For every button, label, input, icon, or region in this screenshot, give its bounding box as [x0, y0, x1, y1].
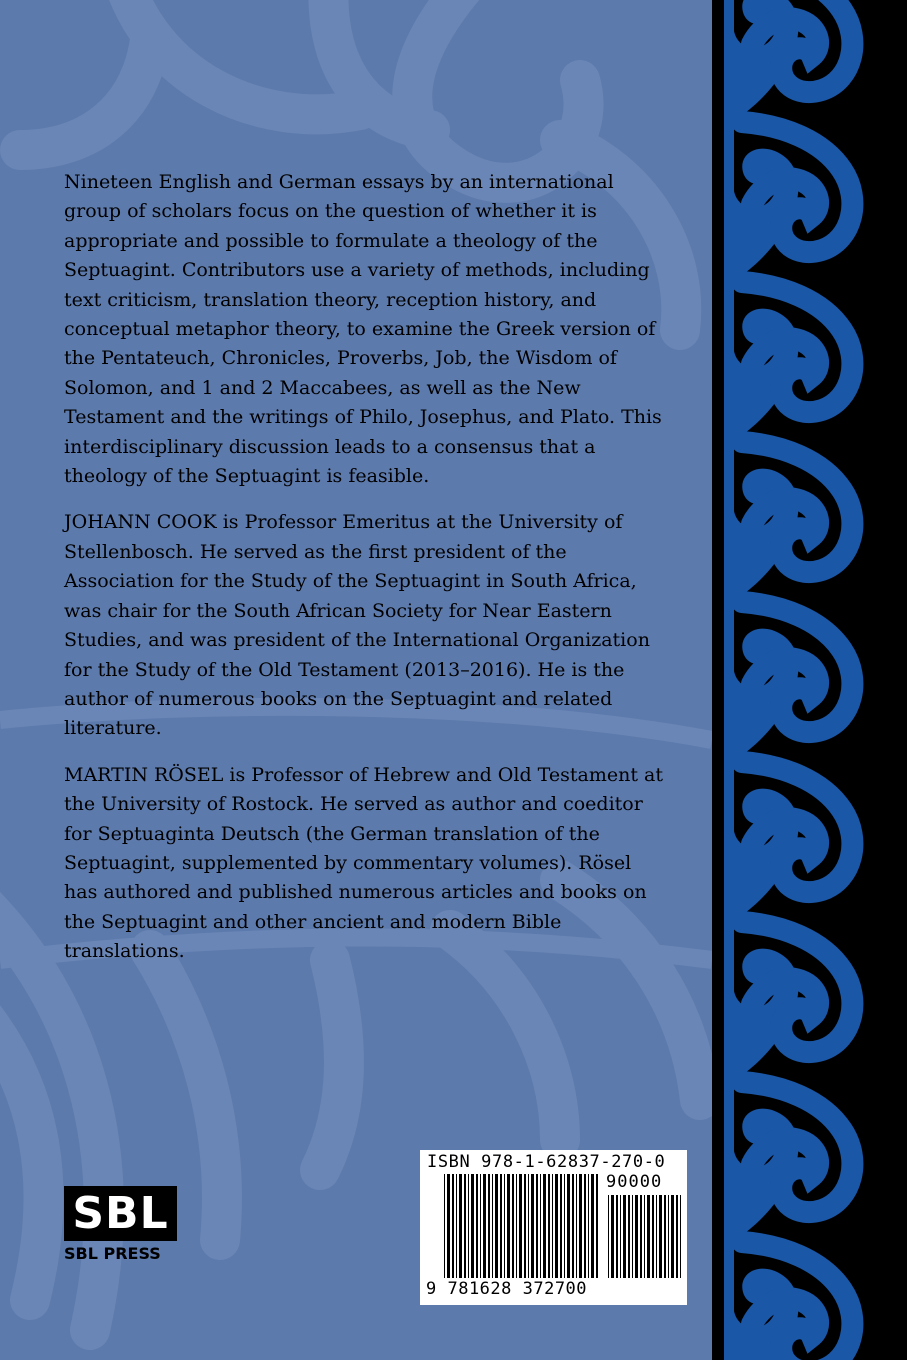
- editor-bio-martin-roesel: MARTIN RÖSEL is Professor of Hebrew and Old Testament at the University of Rostock. He served as author and coeditor for Septuaginta Deutsch (the German translation of the Septuagint, supplemented by commentary volumes). Rösel has authored and published numerous articles and books on the Septuagint and other ancient and modern Bible translations.: [64, 763, 663, 963]
- description-text: [64, 168, 664, 984]
- addon-barcode-bars: [608, 1195, 681, 1278]
- editor-bio-johann-cook: JOHANN COOK is Professor Emeritus at the University of Stellenbosch. He served as the first president of the Association for the Study of the Septuagint in South Africa, was chair for the South African Society for Near Eastern Studies, and was president of the International Organization for the Study of the Old Testament (2013–2016). He is the author of numerous books on the Septuagint and related literature.: [64, 511, 650, 740]
- ean-digits: 9 781628 372700: [426, 1279, 588, 1299]
- isbn-label: ISBN 978-1-62837-270-0: [427, 1152, 666, 1172]
- ean-barcode-bars: [444, 1174, 600, 1278]
- book-summary-paragraph: Nineteen English and German essays by an international group of scholars focus on the question of whether it is appropriate and possible to formulate a theology of the Septuagint. Contributors use a variety of methods, including text criticism, translation theory, reception history, and conceptual metaphor theory, to examine the Greek version of the Pentateuch, Chronicles, Proverbs, Job, the Wisdom of Solomon, and 1 and 2 Maccabees, as well as the New Testament and the writings of Philo, Josephus, and Plato. This interdisciplinary discussion leads to a consensus that a theology of the Septuagint is feasible.: [64, 171, 662, 488]
- sbl-logo-letters: SBL: [72, 1188, 169, 1239]
- isbn-barcode: [420, 1150, 687, 1305]
- decorative-border: [712, 0, 907, 1360]
- wave-scroll-border-icon: [712, 0, 907, 1360]
- publisher-name: SBL PRESS: [64, 1244, 161, 1263]
- price-code: 90000: [606, 1172, 663, 1192]
- sbl-press-logo: [64, 1186, 184, 1272]
